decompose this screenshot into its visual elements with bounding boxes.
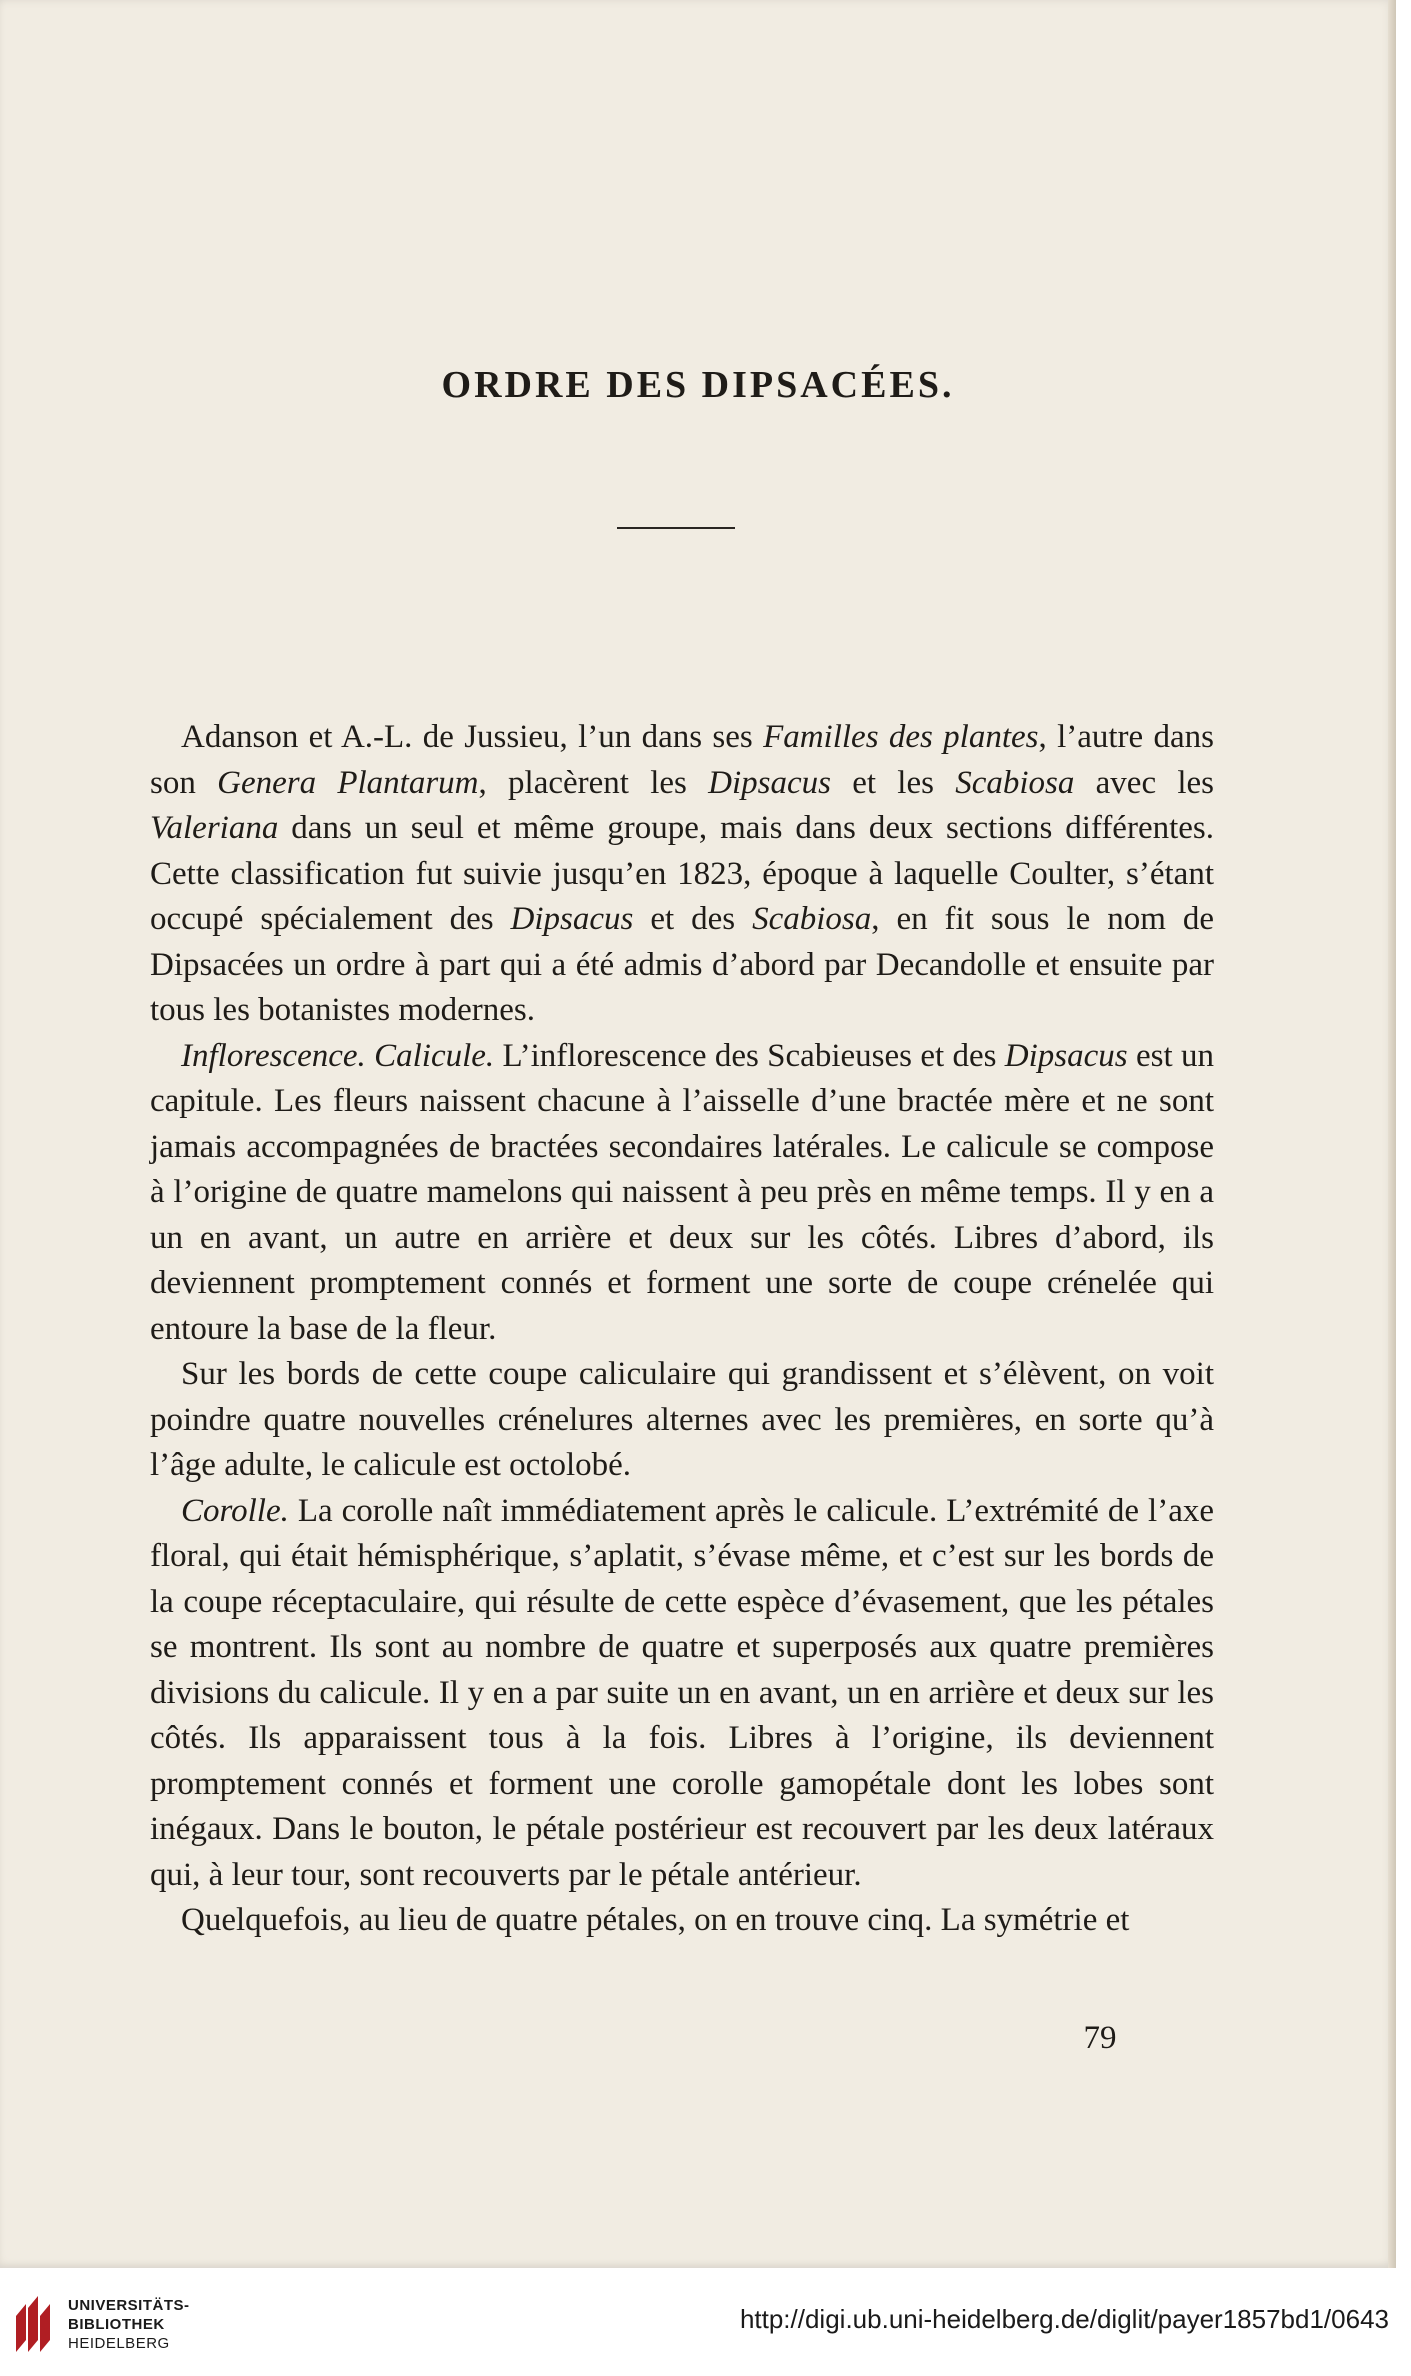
institution-line: BIBLIOTHEK <box>68 2316 165 2333</box>
title-divider <box>617 527 735 529</box>
italic-text-run: Dipsacus <box>510 901 634 937</box>
text-run: et des <box>633 901 753 937</box>
italic-text-run: Scabiosa <box>752 901 872 937</box>
source-url-link[interactable]: http://digi.ub.uni-heidelberg.de/diglit/payer1857bd1/0643 <box>739 2304 1389 2334</box>
italic-text-run: Valeriana <box>150 810 279 846</box>
text-run: Quelquefois, au lieu de quatre pétales, on en trouve cinq. La symétrie et <box>181 1902 1130 1938</box>
institution-line: UNIVERSITÄTS- <box>68 2297 190 2314</box>
italic-text-run: Dipsacus <box>1004 1037 1128 1074</box>
paragraph <box>150 715 1214 1034</box>
text-run: , en fit sous le nom de Dipsacées un ordre à part qui a été admis d’abord par Decandolle et ensuite par tous les botanistes modernes. <box>150 901 1214 1028</box>
institution-name <box>68 2296 190 2353</box>
text-run: est un capitule. Les fleurs naissent chacune à l’aisselle d’une bractée mère et ne sont jamais accompagnées de bractées secondaires latérales. Le calicule se compose à l’origine de quatre mamelons qui naissent à peu près en même temps. Il y en a un en avant, un autre en arrière et deux sur les côtés. Libres d’abord, ils deviennent promptement connés et forment une sorte de coupe crénelée qui entoure la base de la fleur. <box>150 1037 1214 1347</box>
text-run: et les <box>830 764 956 801</box>
paragraph <box>150 1352 1214 1489</box>
text-run: dans un seul et même groupe, mais dans deux sections différentes. Cette classification fut suivie jusqu’en 1823, époque à laquelle Coulter, s’étant occupé spécialement des <box>150 810 1214 937</box>
body-text <box>150 715 1214 1944</box>
page-edge-shadow <box>1388 0 1396 2268</box>
italic-text-run: Genera Plantarum <box>217 764 479 801</box>
italic-text-run: Dipsacus <box>708 764 831 801</box>
italic-text-run: Scabiosa <box>955 764 1075 801</box>
text-run: La corolle naît immédiatement après le calicule. L’extrémité de l’axe floral, qui était hémisphérique, s’aplatit, s’évase même, et c’est sur les bords de la coupe réceptaculaire, qui résulte de cette espèce d’évasement, que les pétales se montrent. Ils sont au nombre de quatre et superposés aux quatre premières divisions du calicule. Il y en a par suite un en avant, un en arrière et deux sur les côtés. Ils apparaissent tous à la fois. Libres à l’origine, ils deviennent promptement connés et forment une corolle gamopétale dont les lobes sont inégaux. Dans le bouton, le pétale postérieur est recouvert par les deux latéraux qui, à leur tour, sont recouverts par le pétale antérieur. <box>150 1492 1214 1893</box>
library-logo-icon <box>12 2294 54 2354</box>
text-run: Sur les bords de cette coupe caliculaire qui grandissent et s’élèvent, on voit poindre quatre nouvelles crénelures alternes avec les premières, en sorte qu’à l’âge adulte, le calicule est octolobé. <box>150 1356 1214 1483</box>
paragraph <box>150 1034 1214 1353</box>
paragraph <box>150 1898 1214 1944</box>
paragraph <box>150 1489 1214 1899</box>
italic-text-run: Corolle. <box>181 1492 289 1529</box>
text-run: , l’autre dans son <box>150 719 1214 801</box>
italic-text-run: Familles des plantes <box>763 719 1039 755</box>
text-run: L’inflorescence des Scabieuses et des <box>494 1037 1005 1074</box>
page-number: 79 <box>1083 2020 1117 2056</box>
chapter-title: ORDRE DES DIPSACÉES. <box>441 364 955 407</box>
text-run: avec les <box>1074 764 1215 801</box>
italic-text-run: Inflorescence. Calicule. <box>181 1037 495 1074</box>
institution-line: HEIDELBERG <box>68 2335 170 2352</box>
text-run: Adanson et A.-L. de Jussieu, l’un dans ses <box>181 719 764 755</box>
text-run: , placèrent les <box>478 764 709 801</box>
